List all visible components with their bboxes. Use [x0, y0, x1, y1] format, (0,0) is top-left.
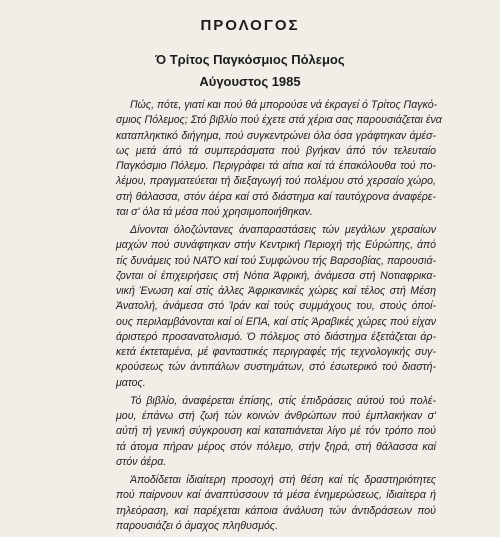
text-line: ματος. — [116, 376, 146, 389]
paragraph — [116, 394, 436, 470]
paragraph — [116, 223, 436, 391]
text-line: κετά έκτεταμένα, μέ φανταστικές περιγραφές τής τεχνολογικής συγ- — [116, 346, 436, 358]
book-date: Αύγουστος 1985 — [199, 74, 301, 89]
text-line: Άποδίδεται ίδιαίτερη προσοχή στή θέση καί τίς δραστηριότητες — [130, 474, 436, 486]
text-line: ζονται οί έπιχειρήσεις στή Νότια Άφρική, άνάμεσα στή Νοτιαφρικα- — [116, 269, 436, 282]
text-line: Δίνονται όλοζώντανες άναπαραστάσεις τών μεγάλων χερσαίων — [130, 224, 436, 236]
text-line: κρούσεως τών άντιπάλων συστημάτων, στό έσωτερικό τού διαστή- — [116, 361, 436, 374]
text-line: μαχών πού συνάφτηκαν στήν Κεντρική Περιοχή τής Εύρώπης, άπό — [116, 239, 436, 252]
text-line: στή θάλασσα, στόν άέρα καί στό διάστημα καί ταυτόχρονα άναφέρε- — [116, 190, 436, 203]
text-line: καταπληκτικό διήγημα, πού συγκεντρώνει όλα όσα γράφτηκαν άμέσ- — [116, 129, 436, 142]
text-line: Άνατολή, άνάμεσα στό Ίράν καί τούς συμμάχους του, στούς όποί- — [116, 300, 436, 313]
text-line: παρουσιάζει ό άμαχος πληθυσμός. — [116, 519, 279, 532]
text-line: μου, έπάνω στή ζωή τών κοινών άνθρώπων πού έμπλακήκαν σ' — [116, 410, 436, 422]
text-line: στόν άέρα. — [116, 455, 167, 468]
text-line: τίς δυνάμεις τού ΝΑΤΟ καί τού Συμφώνου τής Βαρσοβίας, παρουσιά- — [116, 254, 437, 267]
text-line: ως μετά άπό τά συμπεράσματα πού βγήκαν άπό τόν τελευταίο — [116, 144, 436, 157]
text-line: τά άτομα πήραν μέρος στόν πόλεμο, στήν ξηρά, στή θάλασσα καί — [116, 440, 436, 453]
text-line: πού παίρνουν καί άναπτύσσουν τά μέσα ένημερώσεως, ίδιαίτερα ή — [116, 489, 436, 502]
text-line: σμιος Πόλεμος; Στό βιβλίο πού έχετε στά χέρια σας παρουσιάζεται ένα — [116, 114, 442, 127]
text-line: νική Ένωση καί στίς άλλες Άφρικανικές χώρες καί τέλος στή Μέση — [116, 285, 436, 297]
paragraph — [116, 473, 436, 534]
text-line: Παγκόσμιο Πόλεμο. Περιγράφει τά αίτια καί τά έπακόλουθα τού πο- — [116, 160, 436, 172]
book-subtitle: Ό Τρίτος Παγκόσμιος Πόλεμος — [155, 52, 345, 67]
preface-body — [116, 98, 442, 537]
text-line: Πώς, πότε, γιατί και πού θά μπορούσε νά έκραγεί ό Τρίτος Παγκό- — [130, 99, 438, 111]
text-line: ους περιλαμβάνονται καί οί ΕΠΑ, καί στίς Άραβικές χώρες πού είχαν — [116, 315, 436, 328]
text-line: ται σ' όλα τά μέσα πού χρησιμοποιήθηκαν. — [116, 205, 313, 218]
text-line: λέμου, πραγματεύεται τή διεξαγωγή τού πολέμου στό χερσαίο χώρο, — [116, 175, 436, 188]
text-line: Τό βιβλίο, άναφέρεται έπίσης, στίς έπιδράσεις αύτού τού πολέ- — [130, 394, 436, 407]
text-line: τηλεόραση, καί παρέχεται κάποια άνάλυση τών άντιδράσεων πού — [116, 504, 436, 517]
page-title: ΠΡΟΛΟΓΟΣ — [200, 17, 300, 34]
paragraph — [116, 98, 442, 220]
text-line: άριστερό προσανατολισμό. Ό πόλεμος στό διάστημα έξετάζεται άρ- — [116, 330, 436, 343]
text-line: αύτή τή γενική σύγκρουση καί καταπιάνεται λίγο μέ τόν τρόπο πού — [116, 425, 436, 438]
